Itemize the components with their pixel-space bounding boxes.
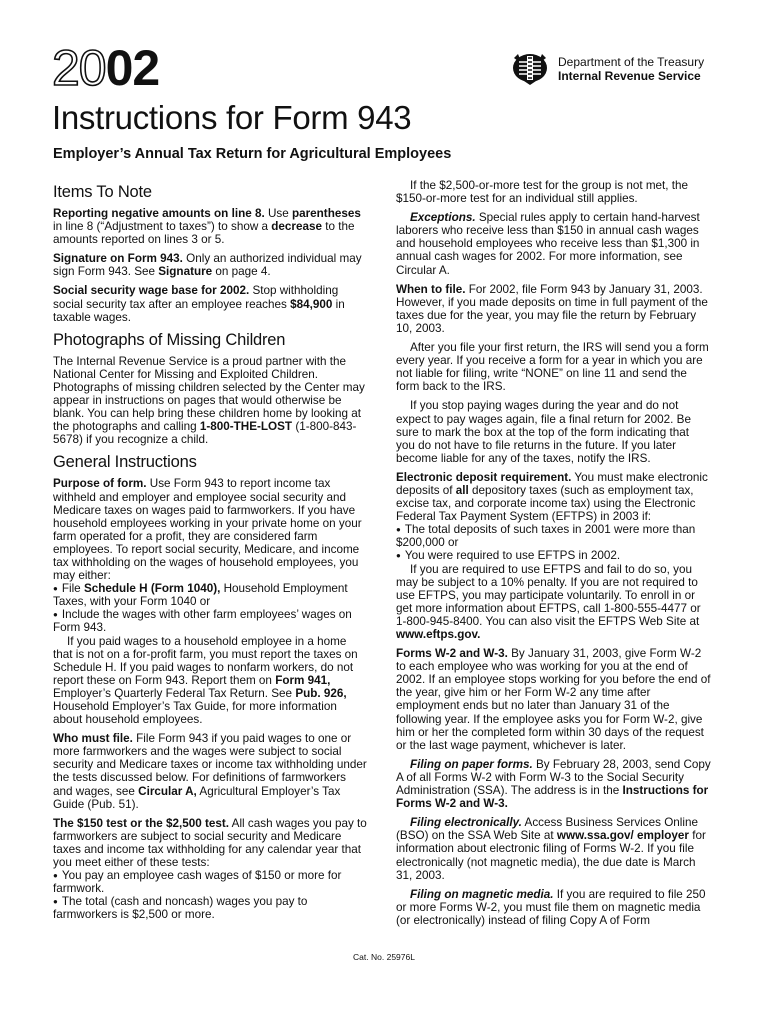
paragraph-text: By January 31, 2003, give Form W-2 to each employee who was working for you at the end of 2002. If an employee stops working for you before the end of the year, give him or her Form W-2 any time after employment ends but no later than January 31 of the following year. If the employee asks you for Form W-2, give him or her the completed form within 30 days of the request or the last wage payment, whichever is later. — [396, 647, 711, 752]
list-item — [53, 608, 368, 634]
paragraph-label: Filing on magnetic media. — [410, 887, 554, 901]
paragraph-text: Use Form 943 to report income tax withheld and employer and employee social security and Medicare taxes on wages paid to farmworkers. If you have household employees working in your private home on your farm operated for a profit, they are considered farm employees. To report social security, Medicare, and income tax withholding on the wages of household employees, you may either: — [53, 477, 362, 583]
paragraph-text: By February 28, 2003, send Copy A of all Forms W-2 with Form W-3 to the Social Security Administration (SSA). The address is in the — [396, 757, 711, 798]
paragraph-label: Filing on paper forms. — [410, 757, 533, 771]
form-year — [52, 40, 159, 96]
bold-term: 1-800-THE-LOST — [199, 420, 293, 434]
paragraph-label: Exceptions. — [410, 211, 476, 225]
magnetic-media-paragraph — [396, 888, 711, 927]
right-column — [396, 179, 711, 933]
paragraph-text: You must make electronic deposits of — [396, 470, 708, 497]
year-outline-digits: 20 — [52, 40, 106, 96]
paragraph-text: Only an authorized individual may sign Form 943. See — [53, 252, 362, 279]
page-subtitle: Employer’s Annual Tax Return for Agricultural Employees — [53, 146, 452, 162]
missing-children-heading: Photographs of Missing Children — [53, 330, 286, 349]
paragraph-text: If you paid wages to a household employee in a home that is not on a for-profit farm, you must report the taxes on Schedule H. If you paid wages to nonfarm workers, do not report these on Form 943. Report them on — [53, 634, 358, 687]
group-test-paragraph: If the $2,500-or-more test for the group is not met, the $150-or-more test for an individual still applies. — [396, 179, 689, 206]
paragraph-text: in taxable wages. — [53, 297, 345, 324]
paragraph-text: in line 8 (“Adjustment to taxes”) to show a — [53, 220, 272, 234]
paragraph-label: Reporting negative amounts on line 8. — [53, 207, 265, 220]
who-must-file-paragraph — [53, 732, 368, 811]
paragraph-text: If you are required to file 250 or more Forms W-2, you must file them on magnetic media (or electronically) instead of filing Copy A of Form — [396, 887, 706, 927]
paragraph-label: The $150 test or the $2,500 test. — [53, 816, 230, 830]
items-to-note-heading: Items To Note — [53, 183, 152, 201]
bold-term: Instructions for Forms W-2 and W-3. — [396, 784, 709, 811]
paragraph-label: Purpose of form. — [53, 477, 147, 491]
paragraph-text: Include the wages with other farm employees’ wages on Form 943. — [53, 608, 352, 635]
paragraph-label: Social security wage base for 2002. — [53, 284, 250, 298]
paragraph-text: All cash wages you pay to farmworkers are subject to social security and Medicare taxes and income tax withholding for any calendar year that you meet either of these tests: — [53, 816, 367, 870]
paragraph-text: Use — [264, 207, 292, 220]
signature-paragraph — [53, 252, 368, 278]
bold-term: Pub. 926, — [295, 686, 347, 700]
list-item: ● You were required to use EFTPS in 2002. — [396, 549, 711, 562]
paragraph-text: Household Employment Taxes, with your Form 1040 or — [53, 582, 348, 609]
general-instructions-heading: General Instructions — [53, 453, 197, 472]
bold-term: parentheses — [291, 207, 361, 220]
paragraph-text: Household Employer’s Tax Guide, for more information about household employees. — [53, 700, 337, 727]
paragraph-text: The Internal Revenue Service is a proud partner with the National Center for Missing and Exploited Children. Photographs of missing children selected by the Center may appear in instructions on pages that would otherwise be blank. You can help bring these children home by looking at the photographs and calling — [53, 354, 365, 434]
agency-name: Internal Revenue Service — [558, 69, 701, 83]
irs-eagle-logo-icon — [510, 48, 550, 86]
paragraph-text: Employer’s Quarterly Federal Tax Return. See — [53, 686, 296, 700]
paragraph-text: depository taxes (such as employment tax, excise tax, and corporate income tax) using the Electronic Federal Tax Payment System (EFTPS) in 2003 if: — [396, 483, 696, 524]
paragraph-text: (1-800-843-5678) if you recognize a child. — [53, 420, 357, 447]
electronic-deposit-paragraph — [396, 471, 711, 523]
negative-amounts-paragraph — [53, 207, 368, 246]
bold-term: all — [455, 483, 469, 497]
paragraph-text: If you are required to use EFTPS and fail to do so, you may be subject to a 10% penalty. If you are not required to use EFTPS, you may participate voluntarily. To enroll in or get more information about EFTPS, call 1-800-555-4477 or 1-800-945-8400. You can also visit the EFTPS Web Site at — [396, 562, 701, 628]
agency-block — [510, 48, 760, 92]
bold-term: Signature — [158, 265, 213, 279]
paragraph-text: on page 4. — [212, 265, 271, 279]
household-paragraph — [53, 635, 368, 727]
list-item — [53, 582, 368, 608]
paragraph-text: Stop withholding social security tax after an employee reaches — [53, 284, 339, 311]
bold-term: www.eftps.gov. — [396, 628, 481, 641]
eftps-paragraph — [396, 563, 711, 642]
paragraph-label: Electronic deposit requirement. — [396, 470, 572, 484]
paragraph-label: Who must file. — [53, 732, 133, 746]
bold-term: www.ssa.gov/ employer — [556, 829, 689, 843]
when-to-file-paragraph — [396, 283, 711, 335]
paragraph-text: for information about electronic filing of Forms W-2. If you file electronically (not magnetic media), the due date is March 31, 2003. — [396, 829, 706, 882]
paragraph-label: Forms W-2 and W-3. — [396, 647, 508, 661]
paragraph-text: File — [61, 582, 84, 596]
exceptions-paragraph — [396, 211, 711, 276]
year-solid-digits: 02 — [105, 40, 160, 96]
left-column — [53, 178, 368, 928]
paragraph-text: Special rules apply to certain hand-harvest laborers who receive less than $150 in annual cash wages and household employees who receive less than $1,300 in annual cash wages for 2002. For more information, see Circular A. — [396, 211, 700, 277]
wage-test-paragraph — [53, 817, 368, 869]
paragraph-text: File Form 943 if you paid wages to one or more farmworkers and the wages were subject to social security and Medicare taxes or income tax withholding under the tests discussed below. For definitions of farmworkers and wages, see — [53, 732, 367, 798]
paragraph-text: to the amounts reported on lines 3 or 5. — [53, 220, 355, 247]
forms-w2-w3-paragraph — [396, 647, 711, 752]
paragraph-text: Agricultural Employer’s Tax Guide (Pub. 51). — [53, 784, 341, 811]
paragraph-label: When to file. — [396, 282, 466, 296]
department-name: Department of the Treasury — [558, 55, 705, 69]
catalog-number: Cat. No. 25976L — [353, 952, 415, 962]
page-title: Instructions for Form 943 — [52, 99, 412, 136]
bold-term: $84,900 — [290, 297, 333, 311]
wage-base-paragraph — [53, 284, 368, 323]
bold-term: Schedule H (Form 1040), — [83, 582, 221, 596]
list-item: ● You pay an employee cash wages of $150 or more for farmwork. — [53, 869, 368, 895]
bold-term: Circular A, — [138, 784, 197, 798]
after-filing-paragraph: After you file your first return, the IRS will send you a form every year. If you receive a form for a year in which you are not liable for filing, write “NONE” on line 11 and send the form back to the IRS. — [396, 341, 709, 394]
purpose-paragraph — [53, 477, 368, 582]
filing-electronically-paragraph — [396, 816, 711, 881]
stop-paying-paragraph: If you stop paying wages during the year and do not expect to pay wages again, file a final return for 2002. Be sure to mark the box at the top of the form indicating that you do not have to file returns in the future. If you later become liable for any of the taxes, notify the IRS. — [396, 399, 691, 465]
bold-term: Form 941, — [275, 673, 331, 687]
paragraph-label: Signature on Form 943. — [53, 252, 183, 266]
missing-children-paragraph — [53, 355, 368, 447]
paragraph-label: Filing electronically. — [410, 816, 522, 830]
paragraph-text: For 2002, file Form 943 by January 31, 2003. However, if you made deposits on time in full payment of the taxes due for the year, you may file the return by February 10, 2003. — [396, 282, 708, 335]
paper-forms-paragraph — [396, 758, 711, 810]
bold-term: decrease — [271, 220, 322, 234]
list-item: ● The total (cash and noncash) wages you pay to farmworkers is $2,500 or more. — [53, 895, 368, 921]
list-item: ● The total deposits of such taxes in 2001 were more than $200,000 or — [396, 523, 711, 549]
paragraph-text: Access Business Services Online (BSO) on the SSA Web Site at — [396, 816, 698, 843]
